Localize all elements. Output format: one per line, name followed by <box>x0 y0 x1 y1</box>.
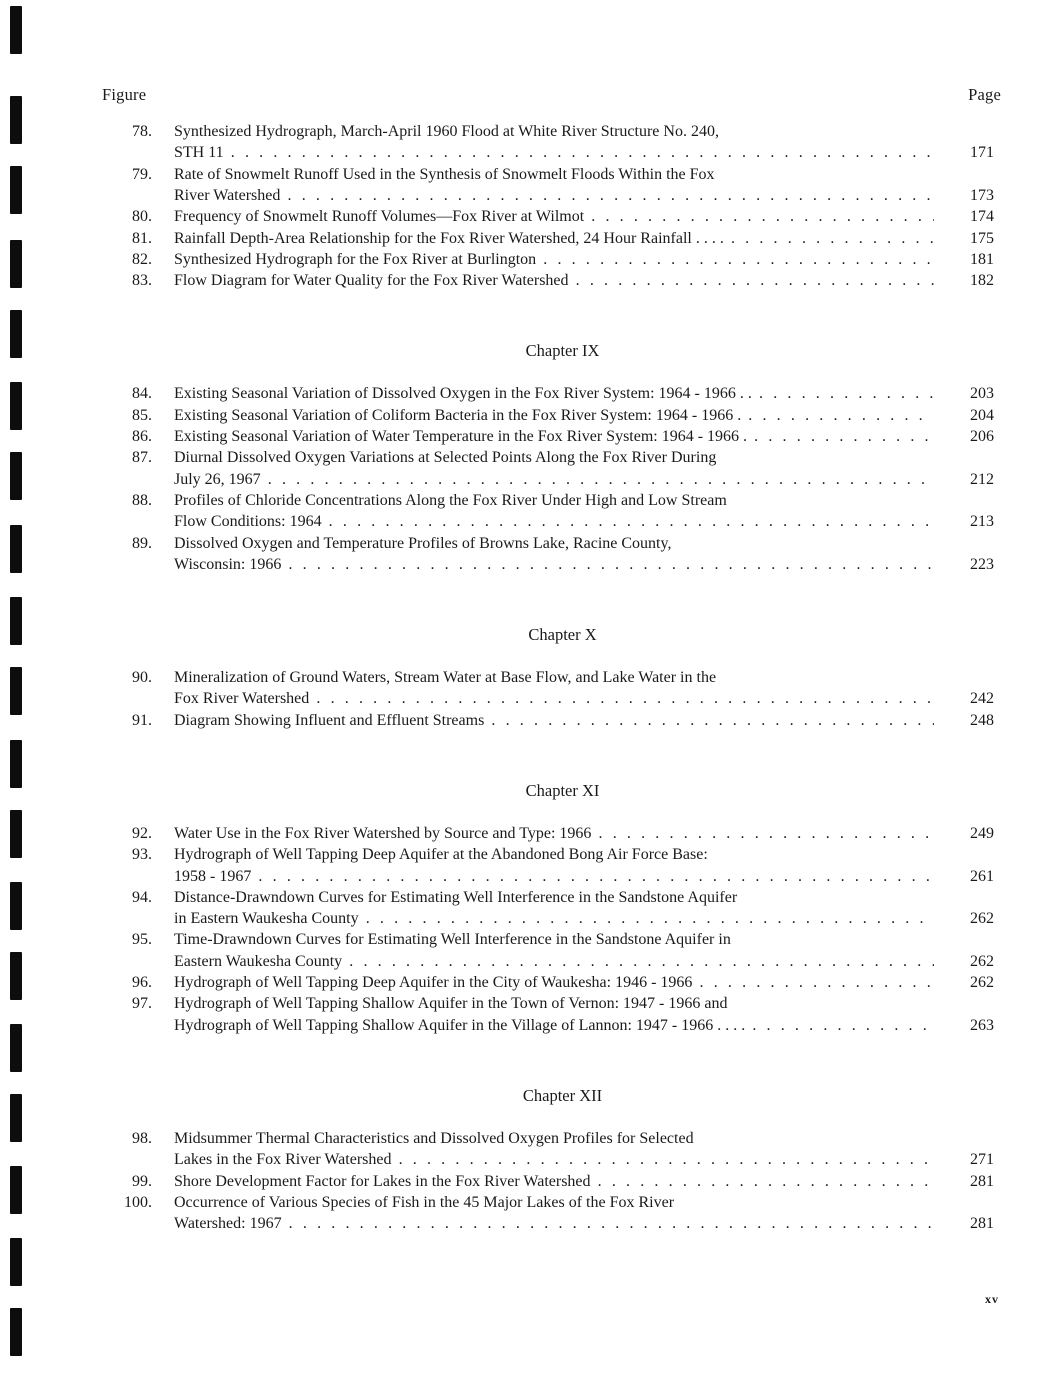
figure-title: Synthesized Hydrograph for the Fox River at Burlington . . . <box>174 249 934 270</box>
figure-entry-line <box>0 490 1057 511</box>
figure-title: Dissolved Oxygen and Temperature Profiles of Browns Lake, Racine County, <box>174 535 672 552</box>
figure-title: Flow Conditions: 1964 . . . <box>174 511 934 532</box>
page-number: 174 <box>970 208 994 225</box>
page-number: 223 <box>970 556 994 573</box>
figure-number: 98. <box>132 1130 152 1147</box>
figure-title: Existing Seasonal Variation of Coliform Bacteria in the Fox River System: 1964 - 1966 . . . . <box>174 405 934 426</box>
figure-title: Watershed: 1967 . . . <box>174 1213 934 1234</box>
figure-number: 91. <box>132 712 152 729</box>
figure-entry-line <box>0 908 1057 929</box>
binding-hole <box>10 6 22 54</box>
figure-title: STH 11 . . . <box>174 142 934 163</box>
figure-entry-line <box>0 1015 1057 1036</box>
figure-entry-line <box>0 823 1057 844</box>
page-number: 271 <box>970 1151 994 1168</box>
figure-entry-line <box>0 866 1057 887</box>
page-number: 263 <box>970 1017 994 1034</box>
figure-entry-line <box>0 1171 1057 1192</box>
figure-entry-line <box>0 887 1057 908</box>
figure-number: 87. <box>132 449 152 466</box>
figure-number: 96. <box>132 974 152 991</box>
figure-title: Rate of Snowmelt Runoff Used in the Synthesis of Snowmelt Floods Within the Fox <box>174 166 715 183</box>
figure-entry-line <box>0 405 1057 426</box>
figure-title: Eastern Waukesha County . . . <box>174 951 934 972</box>
figure-entry-line <box>0 249 1057 270</box>
figure-title: Hydrograph of Well Tapping Deep Aquifer at the Abandoned Bong Air Force Base: <box>174 846 708 863</box>
binding-hole <box>10 1238 22 1286</box>
figure-number: 94. <box>132 889 152 906</box>
page-number: 203 <box>970 385 994 402</box>
figure-title: 1958 - 1967 . . . <box>174 866 934 887</box>
figure-entry-line <box>0 554 1057 575</box>
figure-entry-line <box>0 270 1057 291</box>
figure-title: Time-Drawndown Curves for Estimating Well Interference in the Sandstone Aquifer in <box>174 931 731 948</box>
page-number: 213 <box>970 513 994 530</box>
figure-title: Diagram Showing Influent and Effluent Streams . . . <box>174 710 934 731</box>
binding-hole <box>10 1308 22 1356</box>
figure-column-header: Figure <box>102 85 147 104</box>
figure-number: 93. <box>132 846 152 863</box>
figure-title: Hydrograph of Well Tapping Deep Aquifer in the City of Waukesha: 1946 - 1966 . . . <box>174 972 934 993</box>
figure-title: Lakes in the Fox River Watershed . . . <box>174 1149 934 1170</box>
figure-number: 88. <box>132 492 152 509</box>
page-number: 281 <box>970 1173 994 1190</box>
figure-entry-line <box>0 1192 1057 1213</box>
figure-title: July 26, 1967 . . . <box>174 469 934 490</box>
figure-entry-line <box>0 667 1057 688</box>
figure-number: 90. <box>132 669 152 686</box>
page-number: 181 <box>970 251 994 268</box>
figure-number: 84. <box>132 385 152 402</box>
figure-title: River Watershed . . . <box>174 185 934 206</box>
figure-entry-line <box>0 228 1057 249</box>
page-number: 175 <box>970 230 994 247</box>
figure-number: 89. <box>132 535 152 552</box>
figure-entry-line <box>0 993 1057 1014</box>
figure-title: Mineralization of Ground Waters, Stream Water at Base Flow, and Lake Water in the <box>174 669 717 686</box>
figure-title: Distance-Drawndown Curves for Estimating Well Interference in the Sandstone Aquifer <box>174 889 738 906</box>
figure-number: 97. <box>132 995 152 1012</box>
page-number: 261 <box>970 868 994 885</box>
figure-entry-line <box>0 1213 1057 1234</box>
figure-number: 100. <box>124 1194 152 1211</box>
figure-title: Existing Seasonal Variation of Water Temperature in the Fox River System: 1964 - 1966 . . . . <box>174 426 934 447</box>
page-column-header: Page <box>968 85 1001 104</box>
figure-title: Diurnal Dissolved Oxygen Variations at Selected Points Along the Fox River During <box>174 449 717 466</box>
page-number: 248 <box>970 712 994 729</box>
figure-title: Fox River Watershed . . . <box>174 688 934 709</box>
chapter-heading: Chapter XII <box>522 1086 603 1105</box>
page-number: 281 <box>970 1215 994 1232</box>
figure-entry-line <box>0 206 1057 227</box>
figure-title: Water Use in the Fox River Watershed by Source and Type: 1966 . . . <box>174 823 934 844</box>
page-number: 242 <box>970 690 994 707</box>
page-number: 212 <box>970 471 994 488</box>
figure-entry-line <box>0 164 1057 185</box>
page-number: 182 <box>970 272 994 289</box>
figure-number: 78. <box>132 123 152 140</box>
figure-title: Profiles of Chloride Concentrations Along the Fox River Under High and Low Stream <box>174 492 727 509</box>
figure-title: Existing Seasonal Variation of Dissolved Oxygen in the Fox River System: 1964 - 1966 . . . . . <box>174 383 934 404</box>
figure-entry-line <box>0 688 1057 709</box>
figure-entry-line <box>0 447 1057 468</box>
page-number: 173 <box>970 187 994 204</box>
figure-title: Wisconsin: 1966 . . . <box>174 554 934 575</box>
page-number: 262 <box>970 974 994 991</box>
chapter-heading: Chapter XI <box>525 781 600 800</box>
figure-entry-line <box>0 469 1057 490</box>
figure-title: Synthesized Hydrograph, March-April 1960 Flood at White River Structure No. 240, <box>174 123 719 140</box>
page-number: 171 <box>970 144 994 161</box>
figure-title: Rainfall Depth-Area Relationship for the Fox River Watershed, 24 Hour Rainfall . . . . . . . <box>174 228 934 249</box>
figure-entry-line <box>0 972 1057 993</box>
figure-title: in Eastern Waukesha County . . . <box>174 908 934 929</box>
figure-entry-line <box>0 426 1057 447</box>
figure-title: Occurrence of Various Species of Fish in the 45 Major Lakes of the Fox River <box>174 1194 675 1211</box>
chapter-heading: Chapter X <box>528 625 597 645</box>
figure-title: Hydrograph of Well Tapping Shallow Aquifer in the Village of Lannon: 1947 - 1966 . . . . . . . <box>174 1015 934 1036</box>
figure-entry-line <box>0 185 1057 206</box>
figure-title: Frequency of Snowmelt Runoff Volumes—Fox River at Wilmot . . . <box>174 206 934 227</box>
page-number: 262 <box>970 953 994 970</box>
figure-number: 92. <box>132 825 152 842</box>
page-number: 204 <box>970 407 994 424</box>
figure-entry-line <box>0 1149 1057 1170</box>
page-number: 206 <box>970 428 994 445</box>
figure-number: 86. <box>132 428 152 445</box>
figure-number: 83. <box>132 272 152 289</box>
figure-entry-line <box>0 929 1057 950</box>
page-number: 262 <box>970 910 994 927</box>
figure-number: 99. <box>132 1173 152 1190</box>
figure-number: 80. <box>132 208 152 225</box>
figure-entry-line <box>0 533 1057 554</box>
figure-number: 95. <box>132 931 152 948</box>
figure-title: Midsummer Thermal Characteristics and Dissolved Oxygen Profiles for Selected <box>174 1130 694 1147</box>
page-folio: xv <box>985 1292 999 1306</box>
figure-title: Shore Development Factor for Lakes in the Fox River Watershed . . . <box>174 1171 934 1192</box>
figure-entry-line <box>0 844 1057 865</box>
figure-entry-line <box>0 1128 1057 1149</box>
figure-number: 81. <box>132 230 152 247</box>
figure-number: 79. <box>132 166 152 183</box>
figure-title: Hydrograph of Well Tapping Shallow Aquifer in the Town of Vernon: 1947 - 1966 and <box>174 995 728 1012</box>
figure-number: 85. <box>132 407 152 424</box>
page-number: 249 <box>970 825 994 842</box>
figure-entry-line <box>0 511 1057 532</box>
figure-entry-line <box>0 121 1057 142</box>
figure-entry-line <box>0 383 1057 404</box>
figure-title: Flow Diagram for Water Quality for the Fox River Watershed . . . <box>174 270 934 291</box>
chapter-heading: Chapter IX <box>525 341 600 361</box>
figure-number: 82. <box>132 251 152 268</box>
figure-entry-line <box>0 710 1057 731</box>
figure-entry-line <box>0 142 1057 163</box>
figure-entry-line <box>0 951 1057 972</box>
